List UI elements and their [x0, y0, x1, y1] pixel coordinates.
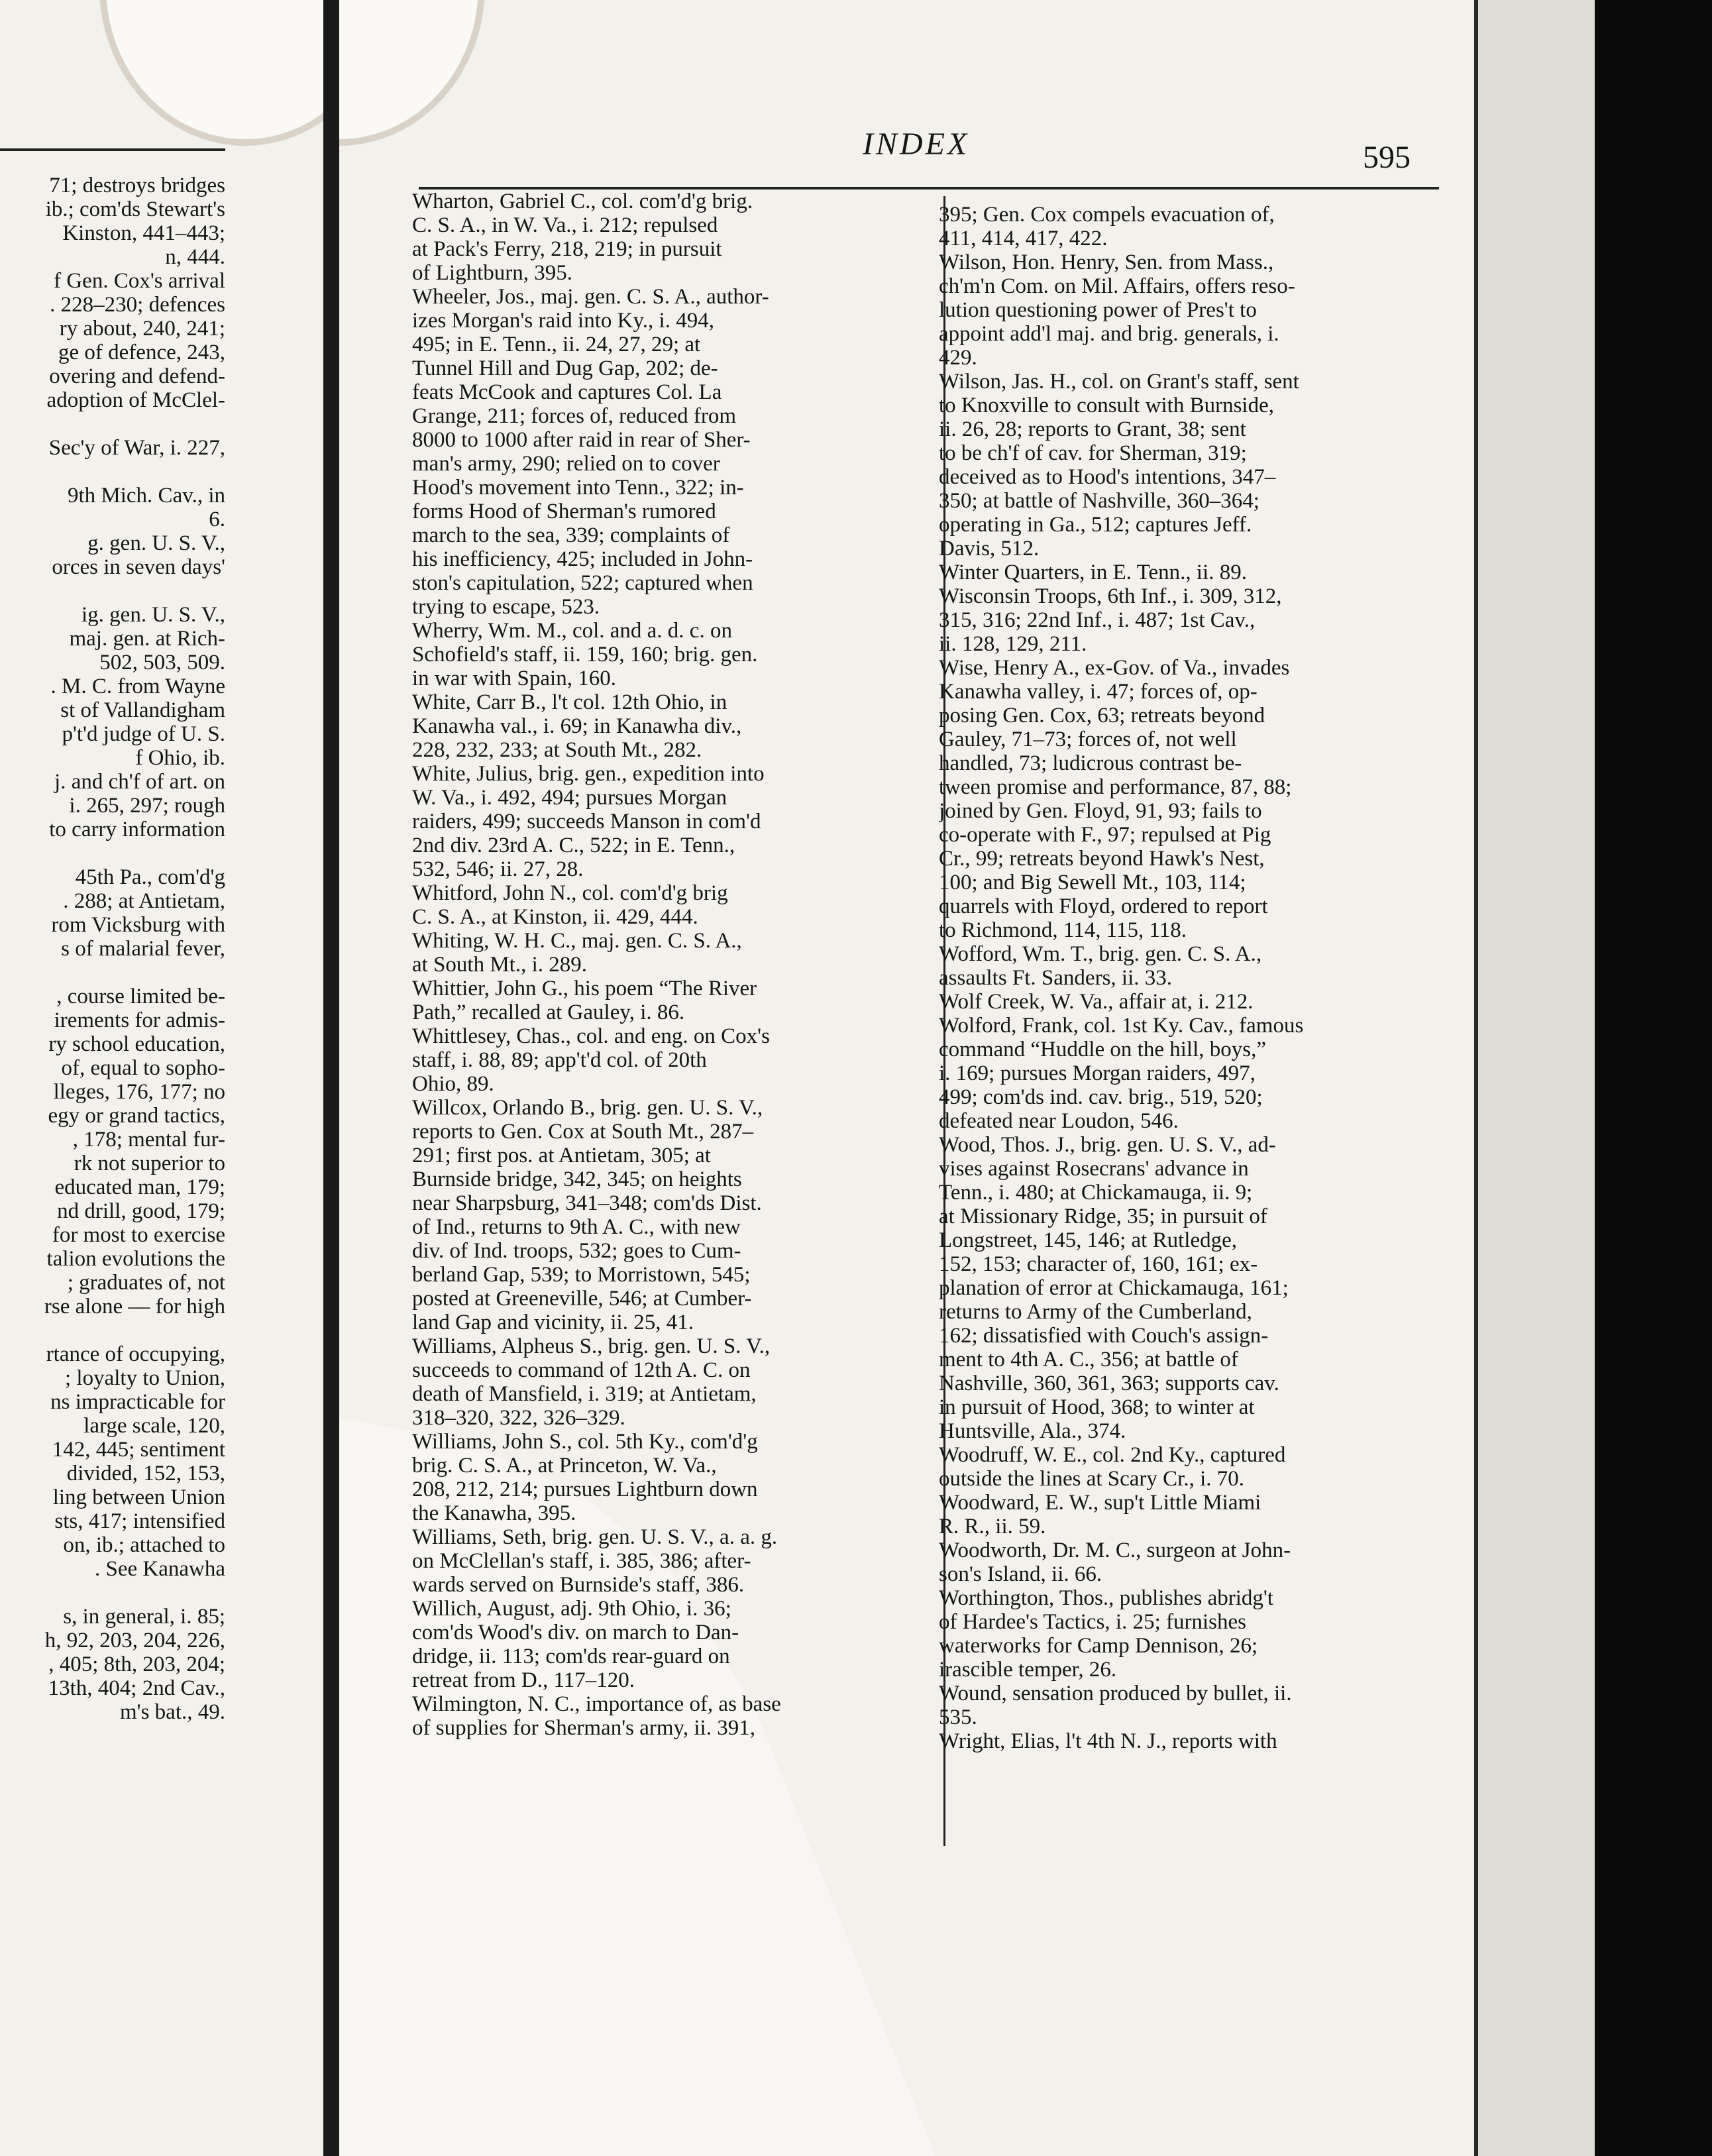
index-line: Williams, John S., col. 5th Ky., com'd'g — [412, 1430, 758, 1454]
left-text-line: h, 92, 203, 204, 226, — [44, 1629, 225, 1652]
left-text-line: st of Vallandigham — [60, 698, 225, 722]
index-line: 429. — [939, 346, 977, 370]
index-line: appoint add'l maj. and brig. generals, i. — [939, 322, 1279, 346]
index-line: to be ch'f of cav. for Sherman, 319; — [939, 441, 1247, 465]
index-line: near Sharpsburg, 341–348; com'ds Dist. — [412, 1191, 762, 1215]
index-line: Hood's movement into Tenn., 322; in- — [412, 476, 744, 500]
index-line: White, Carr B., l't col. 12th Ohio, in — [412, 690, 727, 714]
left-text-line: g. gen. U. S. V., — [87, 531, 225, 555]
index-line: ston's capitulation, 522; captured when — [412, 571, 753, 595]
left-text-line: n, 444. — [165, 245, 225, 269]
index-line: vises against Rosecrans' advance in — [939, 1157, 1249, 1181]
page-number: 595 — [1363, 140, 1411, 175]
index-line: Woodruff, W. E., col. 2nd Ky., captured — [939, 1443, 1286, 1467]
index-line: command “Huddle on the hill, boys,” — [939, 1038, 1266, 1061]
index-line: Tenn., i. 480; at Chickamauga, ii. 9; — [939, 1181, 1253, 1205]
index-line: posted at Greeneville, 546; at Cumber- — [412, 1287, 752, 1311]
index-line: izes Morgan's raid into Ky., i. 494, — [412, 309, 714, 333]
index-line: div. of Ind. troops, 532; goes to Cum- — [412, 1239, 741, 1263]
left-text-line: rom Vicksburg with — [51, 913, 225, 937]
index-line: 100; and Big Sewell Mt., 103, 114; — [939, 871, 1246, 894]
left-page-text — [0, 174, 323, 1724]
index-line: Williams, Seth, brig. gen. U. S. V., a. a. g. — [412, 1525, 778, 1549]
left-text-line: orces in seven days' — [52, 555, 225, 579]
index-line: handled, 73; ludicrous contrast be- — [939, 751, 1242, 775]
left-text-line: rk not superior to — [74, 1152, 225, 1175]
left-header-rule — [0, 148, 225, 151]
left-page — [0, 0, 323, 2156]
left-text-line: ry school education, — [48, 1032, 225, 1056]
index-line: feats McCook and captures Col. La — [412, 380, 722, 404]
index-line: staff, i. 88, 89; app't'd col. of 20th — [412, 1048, 707, 1072]
index-line: to Richmond, 114, 115, 118. — [939, 918, 1187, 942]
index-line: ii. 26, 28; reports to Grant, 38; sent — [939, 417, 1246, 441]
index-line: com'ds Wood's div. on march to Dan- — [412, 1621, 739, 1644]
index-line: succeeds to command of 12th A. C. on — [412, 1358, 751, 1382]
index-line: Kanawha valley, i. 47; forces of, op- — [939, 680, 1257, 704]
index-line: Davis, 512. — [939, 537, 1040, 561]
left-text-line: j. and ch'f of art. on — [54, 770, 225, 794]
left-text-line: rtance of occupying, — [46, 1342, 225, 1366]
left-text-line: of, equal to sopho- — [61, 1056, 225, 1080]
left-text-line: i. 265, 297; rough — [69, 794, 225, 818]
index-line: outside the lines at Scary Cr., i. 70. — [939, 1467, 1245, 1491]
left-text-line: . See Kanawha — [94, 1557, 225, 1581]
index-line: 315, 316; 22nd Inf., i. 487; 1st Cav., — [939, 608, 1256, 632]
index-line: on McClellan's staff, i. 385, 386; after- — [412, 1549, 751, 1573]
index-line: Whittier, John G., his poem “The River — [412, 977, 757, 1000]
index-line: Wood, Thos. J., brig. gen. U. S. V., ad- — [939, 1133, 1276, 1157]
left-text-line: , 178; mental fur- — [72, 1128, 225, 1152]
index-line: 495; in E. Tenn., ii. 24, 27, 29; at — [412, 333, 701, 356]
left-text-line: adoption of McClel- — [46, 388, 225, 412]
index-line: 411, 414, 417, 422. — [939, 227, 1108, 250]
left-text-line: 6. — [209, 508, 225, 531]
index-line: Grange, 211; forces of, reduced from — [412, 404, 736, 428]
index-line: Path,” recalled at Gauley, i. 86. — [412, 1000, 685, 1024]
index-line: 8000 to 1000 after raid in rear of Sher- — [412, 428, 751, 452]
index-line: 395; Gen. Cox compels evacuation of, — [939, 203, 1275, 227]
left-text-line — [0, 841, 323, 865]
index-line: of supplies for Sherman's army, ii. 391, — [412, 1716, 755, 1740]
page-edge — [1474, 0, 1595, 2156]
left-text-line: ge of defence, 243, — [58, 341, 225, 364]
index-line: Whitford, John N., col. com'd'g brig — [412, 881, 728, 905]
left-text-line: 502, 503, 509. — [99, 651, 225, 674]
index-line: R. R., ii. 59. — [939, 1515, 1046, 1538]
index-line: C. S. A., in W. Va., i. 212; repulsed — [412, 213, 718, 237]
left-text-line: ; loyalty to Union, — [65, 1366, 225, 1390]
index-line: lution questioning power of Pres't to — [939, 298, 1257, 322]
left-text-line: . M. C. from Wayne — [50, 674, 225, 698]
index-line: i. 169; pursues Morgan raiders, 497, — [939, 1061, 1256, 1085]
left-text-line: 45th Pa., com'd'g — [75, 865, 225, 889]
left-text-line — [0, 460, 323, 484]
index-line: 532, 546; ii. 27, 28. — [412, 857, 584, 881]
left-text-line: 9th Mich. Cav., in — [67, 484, 225, 508]
index-line: retreat from D., 117–120. — [412, 1668, 635, 1692]
left-text-line: lleges, 176, 177; no — [53, 1080, 225, 1104]
page-title: INDEX — [863, 127, 970, 162]
left-text-line: talion evolutions the — [46, 1247, 225, 1271]
left-text-line: ; graduates of, not — [67, 1271, 225, 1295]
index-line: Wise, Henry A., ex-Gov. of Va., invades — [939, 656, 1290, 680]
index-line: Wilson, Hon. Henry, Sen. from Mass., — [939, 250, 1274, 274]
index-line: Wisconsin Troops, 6th Inf., i. 309, 312, — [939, 584, 1282, 608]
index-line: Wound, sensation produced by bullet, ii. — [939, 1682, 1292, 1705]
index-line: Longstreet, 145, 146; at Rutledge, — [939, 1228, 1237, 1252]
index-line: 350; at battle of Nashville, 360–364; — [939, 489, 1259, 513]
index-line: quarrels with Floyd, ordered to report — [939, 894, 1268, 918]
index-line: Gauley, 71–73; forces of, not well — [939, 728, 1237, 751]
index-line: tween promise and performance, 87, 88; — [939, 775, 1292, 799]
left-text-line: . 228–230; defences — [50, 293, 225, 317]
index-line: co-operate with F., 97; repulsed at Pig — [939, 823, 1271, 847]
index-line: Whittlesey, Chas., col. and eng. on Cox's — [412, 1024, 770, 1048]
left-text-line: for most to exercise — [52, 1223, 225, 1247]
index-line: at Pack's Ferry, 218, 219; in pursuit — [412, 237, 722, 261]
index-line: 291; first pos. at Antietam, 305; at — [412, 1144, 711, 1167]
index-line: 318–320, 322, 326–329. — [412, 1406, 625, 1430]
index-line: Woodworth, Dr. M. C., surgeon at John- — [939, 1538, 1291, 1562]
index-line: Cr., 99; retreats beyond Hawk's Nest, — [939, 847, 1265, 871]
index-column-2 — [939, 203, 1535, 1753]
index-line: of Lightburn, 395. — [412, 261, 572, 285]
left-text-line — [0, 1581, 323, 1605]
index-line: raiders, 499; succeeds Manson in com'd — [412, 810, 761, 834]
index-line: to Knoxville to consult with Burnside, — [939, 394, 1274, 417]
index-line: wards served on Burnside's staff, 386. — [412, 1573, 745, 1597]
left-text-line: ling between Union — [52, 1485, 225, 1509]
index-line: march to the sea, 339; complaints of — [412, 523, 730, 547]
left-text-line: to carry information — [49, 818, 225, 841]
index-line: 2nd div. 23rd A. C., 522; in E. Tenn., — [412, 834, 735, 857]
index-line: White, Julius, brig. gen., expedition into — [412, 762, 765, 786]
index-line: Wofford, Wm. T., brig. gen. C. S. A., — [939, 942, 1262, 966]
index-line: Worthington, Thos., publishes abridg't — [939, 1586, 1273, 1610]
index-line: brig. C. S. A., at Princeton, W. Va., — [412, 1454, 717, 1478]
index-line: Burnside bridge, 342, 345; on heights — [412, 1167, 742, 1191]
left-text-line: ns impracticable for — [50, 1390, 225, 1414]
left-text-line: f Ohio, ib. — [135, 746, 225, 770]
index-line: of Ind., returns to 9th A. C., with new — [412, 1215, 741, 1239]
left-text-line: irements for admis- — [54, 1008, 225, 1032]
left-text-line: ry about, 240, 241; — [59, 317, 225, 341]
index-line: deceived as to Hood's intentions, 347– — [939, 465, 1276, 489]
index-line: Tunnel Hill and Dug Gap, 202; de- — [412, 356, 718, 380]
index-line: son's Island, ii. 66. — [939, 1562, 1102, 1586]
index-line: posing Gen. Cox, 63; retreats beyond — [939, 704, 1265, 728]
index-line: at Missionary Ridge, 35; in pursuit of — [939, 1205, 1267, 1228]
left-text-line: large scale, 120, — [83, 1414, 225, 1438]
left-text-line — [0, 579, 323, 603]
index-line: defeated near Loudon, 546. — [939, 1109, 1179, 1133]
index-line: 535. — [939, 1705, 977, 1729]
right-page — [339, 0, 1595, 2156]
index-line: in war with Spain, 160. — [412, 667, 616, 690]
left-text-line: . 288; at Antietam, — [63, 889, 225, 913]
index-line: death of Mansfield, i. 319; at Antietam, — [412, 1382, 757, 1406]
index-line: land Gap and vicinity, ii. 25, 41. — [412, 1311, 694, 1334]
index-line: Wherry, Wm. M., col. and a. d. c. on — [412, 619, 732, 643]
index-line: Wilmington, N. C., importance of, as base — [412, 1692, 781, 1716]
book-spine — [323, 0, 339, 2156]
left-text-line: f Gen. Cox's arrival — [54, 269, 225, 293]
left-text-line: rse alone — for high — [44, 1295, 225, 1319]
water-stain-top-left — [339, 0, 485, 146]
index-line: Kanawha val., i. 69; in Kanawha div., — [412, 714, 742, 738]
index-line: Wharton, Gabriel C., col. com'd'g brig. — [412, 189, 753, 213]
index-line: Wheeler, Jos., maj. gen. C. S. A., author- — [412, 285, 769, 309]
index-line: W. Va., i. 492, 494; pursues Morgan — [412, 786, 727, 810]
left-text-line — [0, 961, 323, 985]
left-text-line — [0, 1319, 323, 1342]
index-line: at South Mt., i. 289. — [412, 953, 588, 977]
index-line: irascible temper, 26. — [939, 1658, 1117, 1682]
index-line: Winter Quarters, in E. Tenn., ii. 89. — [939, 561, 1247, 584]
index-line: assaults Ft. Sanders, ii. 33. — [939, 966, 1172, 990]
index-line: 152, 153; character of, 160, 161; ex- — [939, 1252, 1258, 1276]
left-text-line: divided, 152, 153, — [66, 1462, 225, 1485]
left-text-line: ib.; com'ds Stewart's — [45, 197, 225, 221]
index-line: ch'm'n Com. on Mil. Affairs, offers reso- — [939, 274, 1295, 298]
index-line: his inefficiency, 425; included in John- — [412, 547, 753, 571]
index-line: Williams, Alpheus S., brig. gen. U. S. V., — [412, 1334, 771, 1358]
index-line: Schofield's staff, ii. 159, 160; brig. gen. — [412, 643, 758, 667]
index-line: Nashville, 360, 361, 363; supports cav. — [939, 1372, 1279, 1395]
index-line: ment to 4th A. C., 356; at battle of — [939, 1348, 1238, 1372]
index-line: C. S. A., at Kinston, ii. 429, 444. — [412, 905, 698, 929]
index-line: planation of error at Chickamauga, 161; — [939, 1276, 1289, 1300]
left-text-line: ig. gen. U. S. V., — [81, 603, 225, 627]
index-line: returns to Army of the Cumberland, — [939, 1300, 1252, 1324]
left-text-line: s, in general, i. 85; — [63, 1605, 225, 1629]
index-line: 162; dissatisfied with Couch's assign- — [939, 1324, 1269, 1348]
left-text-line: 142, 445; sentiment — [52, 1438, 225, 1462]
index-line: dridge, ii. 113; com'ds rear-guard on — [412, 1644, 730, 1668]
index-line: reports to Gen. Cox at South Mt., 287– — [412, 1120, 754, 1144]
left-text-line: overing and defend- — [49, 364, 225, 388]
left-text-line: , course limited be- — [56, 985, 225, 1008]
index-line: Whiting, W. H. C., maj. gen. C. S. A., — [412, 929, 742, 953]
left-text-line — [0, 412, 323, 436]
left-text-line: nd drill, good, 179; — [57, 1199, 225, 1223]
index-line: Wilson, Jas. H., col. on Grant's staff, sent — [939, 370, 1299, 394]
index-line: Willich, August, adj. 9th Ohio, i. 36; — [412, 1597, 731, 1621]
left-text-line: 71; destroys bridges — [49, 174, 225, 197]
index-line: trying to escape, 523. — [412, 595, 600, 619]
index-line: 499; com'ds ind. cav. brig., 519, 520; — [939, 1085, 1263, 1109]
left-text-line: sts, 417; intensified — [54, 1509, 225, 1533]
index-line: Ohio, 89. — [412, 1072, 494, 1096]
index-line: Woodward, E. W., sup't Little Miami — [939, 1491, 1261, 1515]
left-text-line: p't'd judge of U. S. — [62, 722, 225, 746]
water-stain-top — [99, 0, 323, 146]
index-line: in pursuit of Hood, 368; to winter at — [939, 1395, 1255, 1419]
index-line: Wolf Creek, W. Va., affair at, i. 212. — [939, 990, 1254, 1014]
index-line: joined by Gen. Floyd, 91, 93; fails to — [939, 799, 1262, 823]
index-line: the Kanawha, 395. — [412, 1501, 576, 1525]
left-text-line: Kinston, 441–443; — [62, 221, 225, 245]
left-text-line: , 405; 8th, 203, 204; — [48, 1652, 225, 1676]
index-column-1 — [412, 189, 1002, 1740]
index-line: 208, 212, 214; pursues Lightburn down — [412, 1478, 758, 1501]
index-line: Huntsville, Ala., 374. — [939, 1419, 1126, 1443]
index-line: forms Hood of Sherman's rumored — [412, 500, 716, 523]
left-text-line: s of malarial fever, — [61, 937, 225, 961]
index-line: man's army, 290; relied on to cover — [412, 452, 720, 476]
left-text-line: educated man, 179; — [54, 1175, 225, 1199]
index-line: Wright, Elias, l't 4th N. J., reports with — [939, 1729, 1277, 1753]
left-text-line: m's bat., 49. — [119, 1700, 225, 1724]
left-text-line: egy or grand tactics, — [48, 1104, 225, 1128]
left-text-line: maj. gen. at Rich- — [69, 627, 225, 651]
index-line: waterworks for Camp Dennison, 26; — [939, 1634, 1258, 1658]
left-text-line: Sec'y of War, i. 227, — [48, 436, 225, 460]
index-line: of Hardee's Tactics, i. 25; furnishes — [939, 1610, 1246, 1634]
index-line: operating in Ga., 512; captures Jeff. — [939, 513, 1252, 537]
index-line: Willcox, Orlando B., brig. gen. U. S. V., — [412, 1096, 763, 1120]
index-line: Wolford, Frank, col. 1st Ky. Cav., famous — [939, 1014, 1304, 1038]
index-line: 228, 232, 233; at South Mt., 282. — [412, 738, 702, 762]
index-line: ii. 128, 129, 211. — [939, 632, 1087, 656]
index-line: berland Gap, 539; to Morristown, 545; — [412, 1263, 751, 1287]
left-text-line: 13th, 404; 2nd Cav., — [48, 1676, 225, 1700]
left-text-line: on, ib.; attached to — [63, 1533, 225, 1557]
